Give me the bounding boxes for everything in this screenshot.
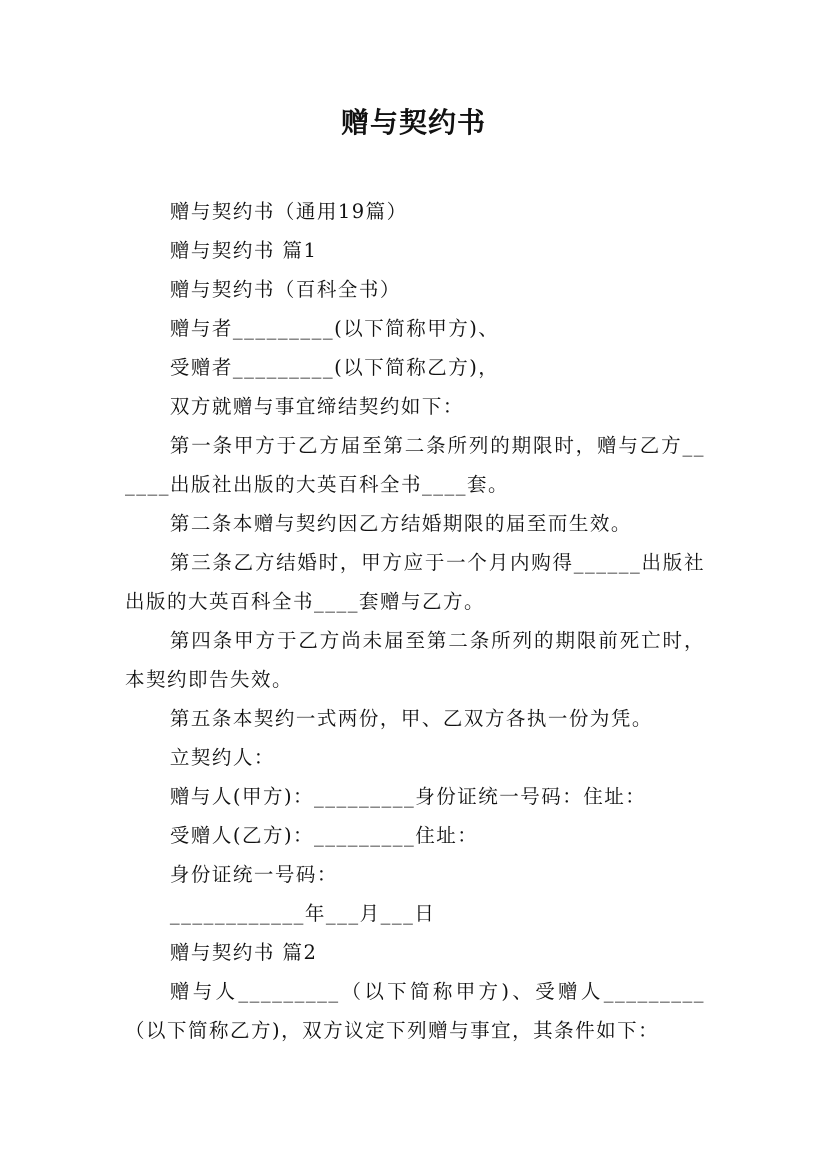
paragraph: 受赠者_________(以下简称乙方)， xyxy=(169,356,500,379)
paragraph: 赠与契约书 篇1 xyxy=(169,239,318,262)
paragraph: 受赠人(乙方)：_________住址： xyxy=(169,824,479,847)
paragraph: 赠与契约书 篇2 xyxy=(169,941,318,964)
paragraph: 双方就赠与事宜缔结契约如下： xyxy=(169,395,464,418)
paragraph: ____________年___月___日 xyxy=(169,902,436,925)
paragraph: 赠与契约书（百科全书） xyxy=(169,278,401,301)
paragraph: 第四条甲方于乙方尚未届至第二条所列的期限前死亡时，本契约即告失效。 xyxy=(125,629,705,691)
paragraph: 赠与人_________（以下简称甲方)、受赠人_________（以下简称乙方)，双方议定下列赠与事宜，其条件如下： xyxy=(125,980,705,1042)
paragraph: 第五条本契约一式两份，甲、乙双方各执一份为凭。 xyxy=(169,707,653,730)
paragraph: 第二条本赠与契约因乙方结婚期限的届至而生效。 xyxy=(169,512,632,535)
paragraph: 赠与者_________(以下简称甲方)、 xyxy=(169,317,500,340)
paragraph: 身份证统一号码： xyxy=(169,863,338,886)
paragraph: 赠与契约书（通用19篇） xyxy=(169,200,408,223)
document-body xyxy=(125,192,705,1050)
paragraph: 赠与人(甲方)：_________身份证统一号码：住址： xyxy=(169,785,647,808)
paragraph: 第一条甲方于乙方届至第二条所列的期限时，赠与乙方______出版社出版的大英百科全书____套。 xyxy=(125,434,705,496)
paragraph: 立契约人： xyxy=(169,746,275,769)
paragraph: 第三条乙方结婚时，甲方应于一个月内购得______出版社出版的大英百科全书____套赠与乙方。 xyxy=(125,551,705,613)
document-title: 赠与契约书 xyxy=(340,106,486,139)
